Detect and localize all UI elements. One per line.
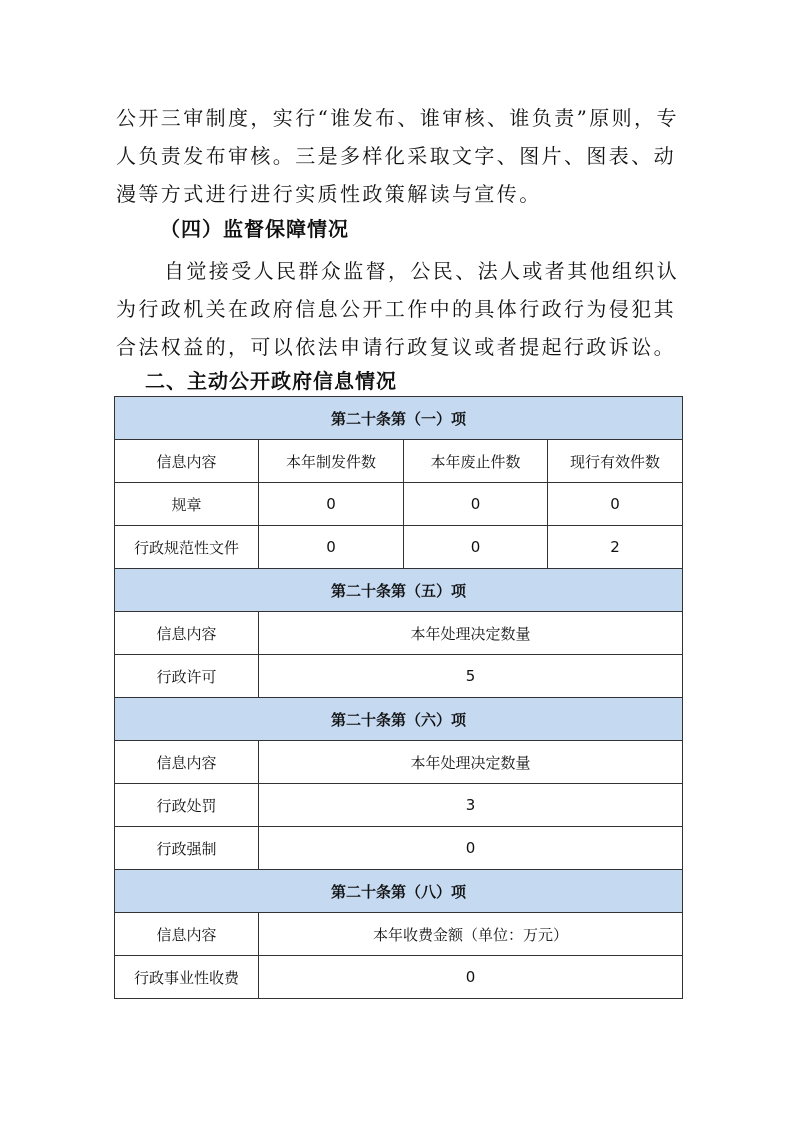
section-title: 第二十条第（八）项 — [115, 870, 683, 913]
table-row — [115, 956, 683, 999]
section-header-row — [115, 698, 683, 741]
table-row — [115, 655, 683, 698]
column-header: 本年处理决定数量 — [259, 612, 683, 655]
column-header: 本年废止件数 — [404, 440, 548, 483]
row-label: 行政许可 — [115, 655, 259, 698]
row-label: 规章 — [115, 483, 259, 526]
column-header: 信息内容 — [115, 913, 259, 956]
column-header: 本年收费金额（单位：万元） — [259, 913, 683, 956]
section-title: 第二十条第（六）项 — [115, 698, 683, 741]
section-title: 第二十条第（五）项 — [115, 569, 683, 612]
column-header: 现行有效件数 — [548, 440, 683, 483]
section-header-row — [115, 397, 683, 440]
column-header: 信息内容 — [115, 440, 259, 483]
column-header: 本年处理决定数量 — [259, 741, 683, 784]
row-label: 行政事业性收费 — [115, 956, 259, 999]
cell-value: 0 — [259, 483, 404, 526]
cell-value: 2 — [548, 526, 683, 569]
cell-value: 0 — [404, 526, 548, 569]
table-row — [115, 526, 683, 569]
cell-value: 0 — [548, 483, 683, 526]
heading-active-disclosure: 二、主动公开政府信息情况 — [145, 369, 397, 393]
column-header: 信息内容 — [115, 612, 259, 655]
cell-value: 5 — [259, 655, 683, 698]
row-label: 行政处罚 — [115, 784, 259, 827]
section-header-row — [115, 870, 683, 913]
table-row — [115, 483, 683, 526]
heading-supervision: （四）监督保障情况 — [160, 217, 349, 241]
cell-value: 0 — [259, 827, 683, 870]
table-row — [115, 784, 683, 827]
column-header: 本年制发件数 — [259, 440, 404, 483]
table-row — [115, 827, 683, 870]
row-label: 行政规范性文件 — [115, 526, 259, 569]
column-header-row — [115, 913, 683, 956]
paragraph-supervision: 自觉接受人民群众监督，公民、法人或者其他组织认为行政机关在政府信息公开工作中的具体行政行为侵犯其合法权益的，可以依法申请行政复议或者提起行政诉讼。 — [116, 259, 680, 359]
section-title: 第二十条第（一）项 — [115, 397, 683, 440]
cell-value: 3 — [259, 784, 683, 827]
cell-value: 0 — [259, 526, 404, 569]
active-disclosure-table — [114, 396, 683, 999]
section-header-row — [115, 569, 683, 612]
paragraph-disclosure-review: 公开三审制度，实行“谁发布、谁审核、谁负责”原则，专人负责发布审核。三是多样化采取文字、图片、图表、动漫等方式进行进行实质性政策解读与宣传。 — [116, 106, 679, 206]
column-header: 信息内容 — [115, 741, 259, 784]
column-header-row — [115, 741, 683, 784]
column-header-row — [115, 612, 683, 655]
row-label: 行政强制 — [115, 827, 259, 870]
cell-value: 0 — [259, 956, 683, 999]
cell-value: 0 — [404, 483, 548, 526]
column-header-row — [115, 440, 683, 483]
